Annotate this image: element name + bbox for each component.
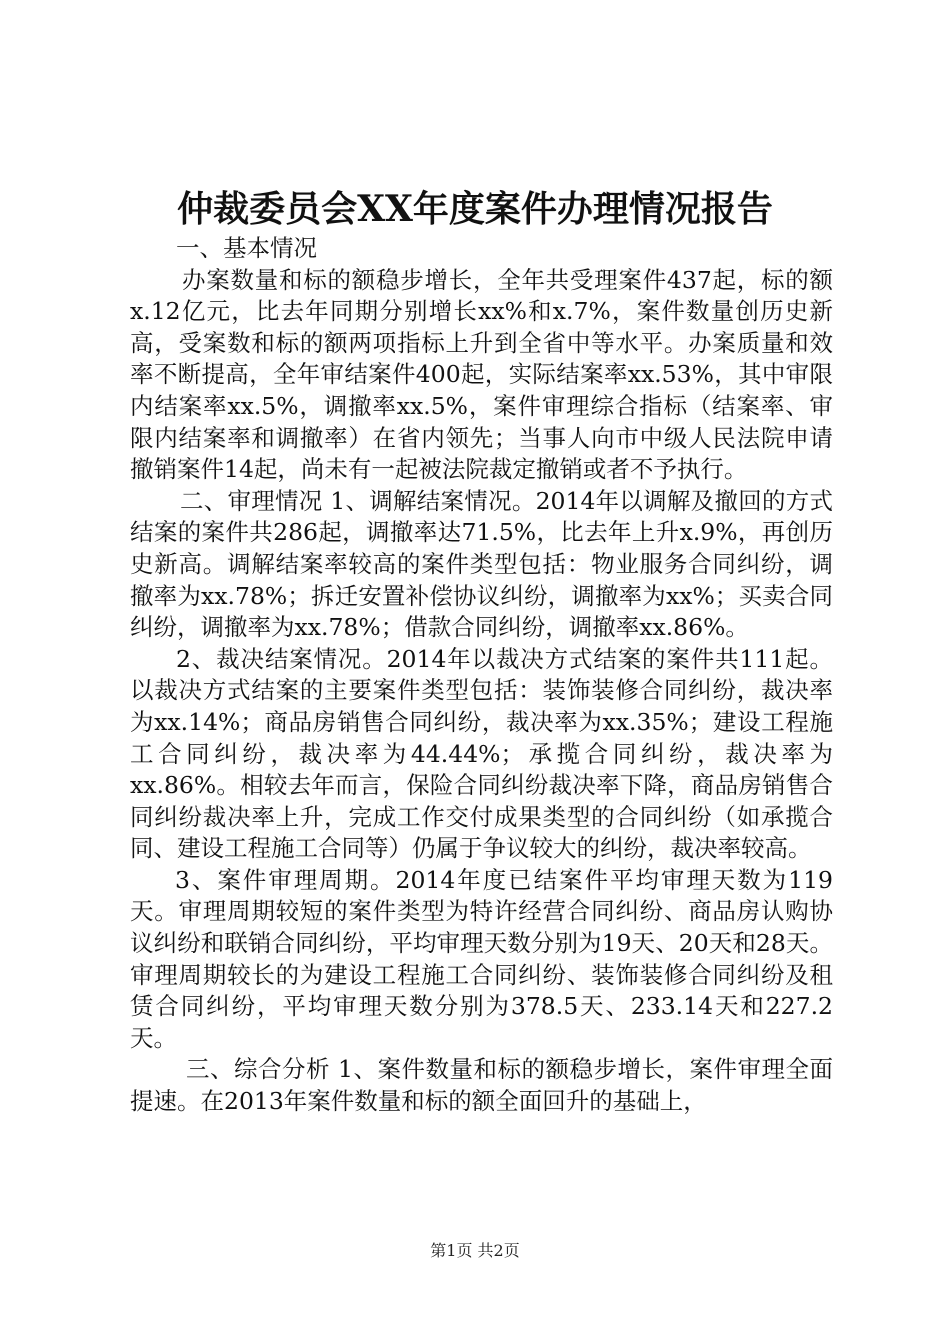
section-heading-basic: 一、基本情况: [176, 234, 317, 262]
paragraph-trial-situation: 二、审理情况 1、调解结案情况。2014年以调解及撤回的方式结案的案件共286起，调撤率达71.5%，比去年上升x.9%，再创历史新高。调解结案率较高的案件类型包括：物业服务合同纠纷，调撤率为xx.78%；拆迁安置补偿协议纠纷，调撤率为xx%；买卖合同纠纷，调撤率为xx.78%；借款合同纠纷，调撤率xx.86%。: [130, 486, 833, 642]
paragraph-comprehensive-analysis: 三、综合分析 1、案件数量和标的额稳步增长，案件审理全面提速。在2013年案件数量和标的额全面回升的基础上，: [130, 1055, 833, 1116]
paragraph-basic-situation: 办案数量和标的额稳步增长，全年共受理案件437起，标的额x.12亿元，比去年同期分别增长xx%和x.7%，案件数量创历史新高，受案数和标的额两项指标上升到全省中等水平。办案质量和效率不断提高，全年审结案件400起，实际结案率xx.53%，其中审限内结案率xx.5%，调撤率xx.5%，案件审理综合指标（结案率、审限内结案率和调撤率）在省内领先；当事人向市中级人民法院申请撤销案件14起，尚未有一起被法院裁定撤销或者不予执行。: [130, 265, 833, 484]
document-title: 仲裁委员会XX年度案件办理情况报告: [177, 188, 773, 230]
document-body: [130, 233, 833, 1118]
paragraph-award-situation: 2、裁决结案情况。2014年以裁决方式结案的案件共111起。以裁决方式结案的主要案件类型包括：装饰装修合同纠纷，裁决率为xx.14%；商品房销售合同纠纷，裁决率为xx.35%；建设工程施工合同纠纷，裁决率为44.44%；承揽合同纠纷，裁决率为xx.86%。相较去年而言，保险合同纠纷裁决率下降，商品房销售合同纠纷裁决率上升，完成工作交付成果类型的合同纠纷（如承揽合同、建设工程施工合同等）仍属于争议较大的纠纷，裁决率较高。: [130, 644, 833, 863]
page-number-footer: 第1页 共2页: [430, 1241, 520, 1260]
paragraph-trial-cycle: 3、案件审理周期。2014年度已结案件平均审理天数为119天。审理周期较短的案件类型为特许经营合同纠纷、商品房认购协议纠纷和联销合同纠纷，平均审理天数分别为19天、20天和28天。审理周期较长的为建设工程施工合同纠纷、装饰装修合同纠纷及租赁合同纠纷，平均审理天数分别为378.5天、233.14天和227.2天。: [130, 865, 833, 1052]
